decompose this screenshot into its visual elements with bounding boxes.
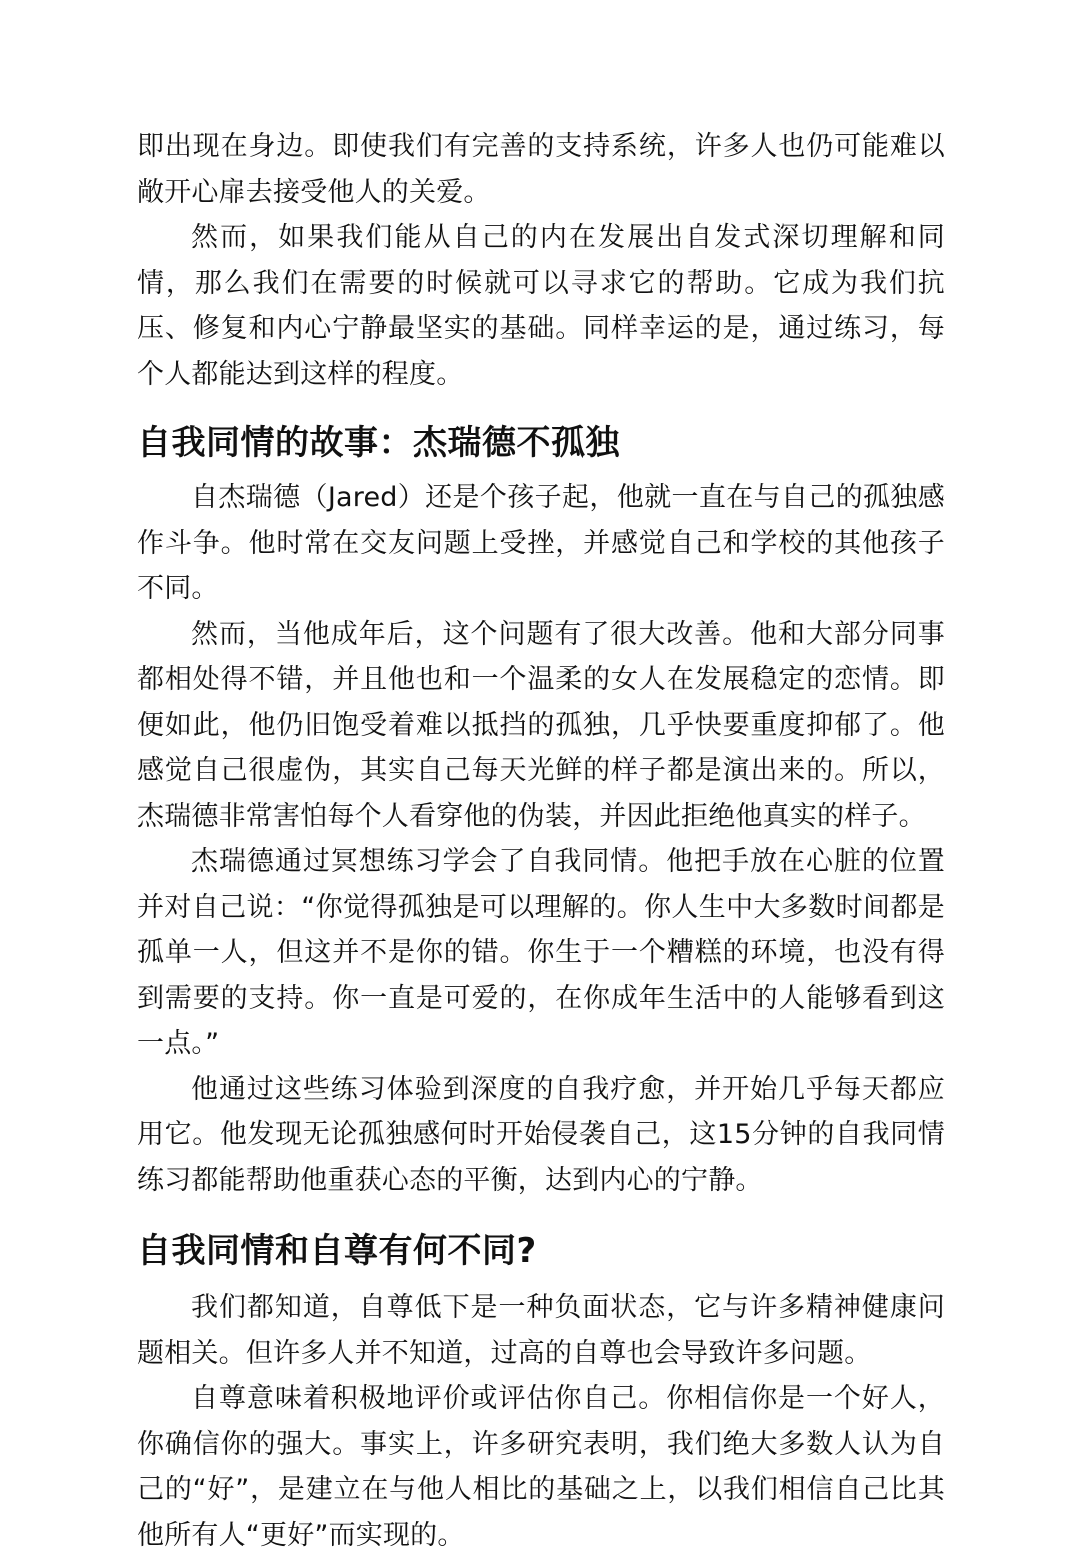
paragraph: 他通过这些练习体验到深度的自我疗愈，并开始几乎每天都应用它。他发现无论孤独感何时开始侵袭自己，这15分钟的自我同情练习都能帮助他重获心态的平衡，达到内心的宁静。 — [137, 1073, 945, 1196]
paragraph: 然而，当他成年后，这个问题有了很大改善。他和大部分同事都相处得不错，并且他也和一个温柔的女人在发展稳定的恋情。即便如此，他仍旧饱受着难以抵挡的孤独，几乎快要重度抑郁了。他感觉自己很虚伪，其实自己每天光鲜的样子都是演出来的。所以，杰瑞德非常害怕每个人看穿他的伪装，并因此拒绝他真实的样子。 — [137, 618, 945, 832]
paragraph: 自杰瑞德（Jared）还是个孩子起，他就一直在与自己的孤独感作斗争。他时常在交友问题上受挫，并感觉自己和学校的其他孩子不同。 — [137, 482, 945, 604]
paragraph: 自尊意味着积极地评价或评估你自己。你相信你是一个好人，你确信你的强大。事实上，许多研究表明，我们绝大多数人认为自己的“好”，是建立在与他人相比的基础之上，以我们相信自己比其他所有人“更好”而实现的。 — [137, 1383, 945, 1551]
document-page — [137, 124, 945, 1558]
section-heading-difference: 自我同情和自尊有何不同? — [137, 1231, 537, 1271]
paragraph: 我们都知道，自尊低下是一种负面状态，它与许多精神健康问题相关。但许多人并不知道，过高的自尊也会导致许多问题。 — [137, 1292, 945, 1369]
section-heading-story: 自我同情的故事：杰瑞德不孤独 — [137, 423, 620, 463]
paragraph: 即出现在身边。即使我们有完善的支持系统，许多人也仍可能难以敞开心扉去接受他人的关爱。 — [137, 131, 945, 208]
paragraph: 杰瑞德通过冥想练习学会了自我同情。他把手放在心脏的位置并对自己说：“你觉得孤独是可以理解的。你人生中大多数时间都是孤单一人，但这并不是你的错。你生于一个糟糕的环境，也没有得到需要的支持。你一直是可爱的，在你成年生活中的人能够看到这一点。” — [137, 846, 945, 1059]
paragraph: 然而，如果我们能从自己的内在发展出自发式深切理解和同情，那么我们在需要的时候就可以寻求它的帮助。它成为我们抗压、修复和内心宁静最坚实的基础。同样幸运的是，通过练习，每个人都能达到这样的程度。 — [137, 222, 945, 390]
